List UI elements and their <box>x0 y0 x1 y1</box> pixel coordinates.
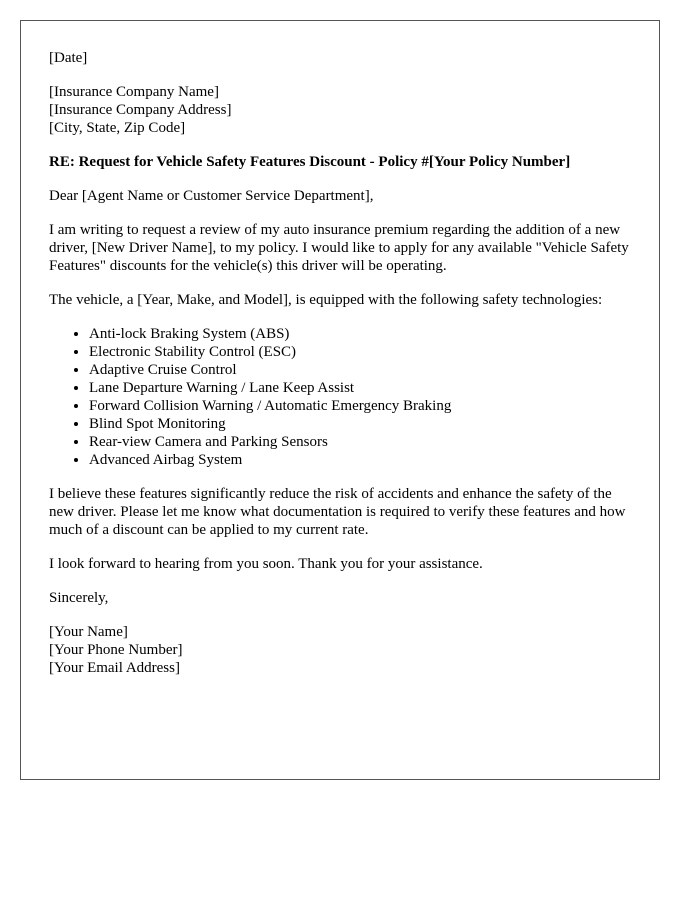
intro-paragraph: I am writing to request a review of my auto insurance premium regarding the addition of a new driver, [New Driver Name], to my policy. I would like to apply for any available "Vehicle Safety Features" discounts for the vehicle(s) this driver will be operating. <box>49 222 629 274</box>
recipient-address <box>49 83 633 137</box>
closing-paragraph: I look forward to hearing from you soon. Thank you for your assistance. <box>49 556 483 572</box>
letter-page <box>20 20 660 780</box>
list-item: • Anti-lock Braking System (ABS) <box>89 325 633 343</box>
recipient-city-state-zip: [City, State, Zip Code] <box>49 120 186 136</box>
recipient-address-line: [Insurance Company Address] <box>49 102 232 118</box>
list-item: • Electronic Stability Control (ESC) <box>89 343 633 361</box>
sender-name: [Your Name] <box>49 624 128 640</box>
letter-body <box>49 49 633 693</box>
safety-features-list <box>49 325 633 469</box>
list-item: • Blind Spot Monitoring <box>89 415 633 433</box>
signoff: Sincerely, <box>49 590 109 606</box>
list-item: • Forward Collision Warning / Automatic Emergency Braking <box>89 397 633 415</box>
sender-email: [Your Email Address] <box>49 660 180 676</box>
salutation: Dear [Agent Name or Customer Service Department], <box>49 188 374 204</box>
subject-line: RE: Request for Vehicle Safety Features Discount - Policy #[Your Policy Number] <box>49 154 571 170</box>
sender-phone: [Your Phone Number] <box>49 642 183 658</box>
list-item: • Advanced Airbag System <box>89 451 633 469</box>
sender-details <box>49 623 633 677</box>
list-item: • Lane Departure Warning / Lane Keep Assist <box>89 379 633 397</box>
list-item: • Rear-view Camera and Parking Sensors <box>89 433 633 451</box>
vehicle-paragraph: The vehicle, a [Year, Make, and Model], is equipped with the following safety technologies: <box>49 292 603 308</box>
list-item: • Adaptive Cruise Control <box>89 361 633 379</box>
recipient-company: [Insurance Company Name] <box>49 84 219 100</box>
belief-paragraph: I believe these features significantly reduce the risk of accidents and enhance the safety of the new driver. Please let me know what documentation is required to verify these features and how much of a discount can be applied to my current rate. <box>49 486 626 538</box>
date: [Date] <box>49 50 88 66</box>
date-line <box>49 49 633 67</box>
